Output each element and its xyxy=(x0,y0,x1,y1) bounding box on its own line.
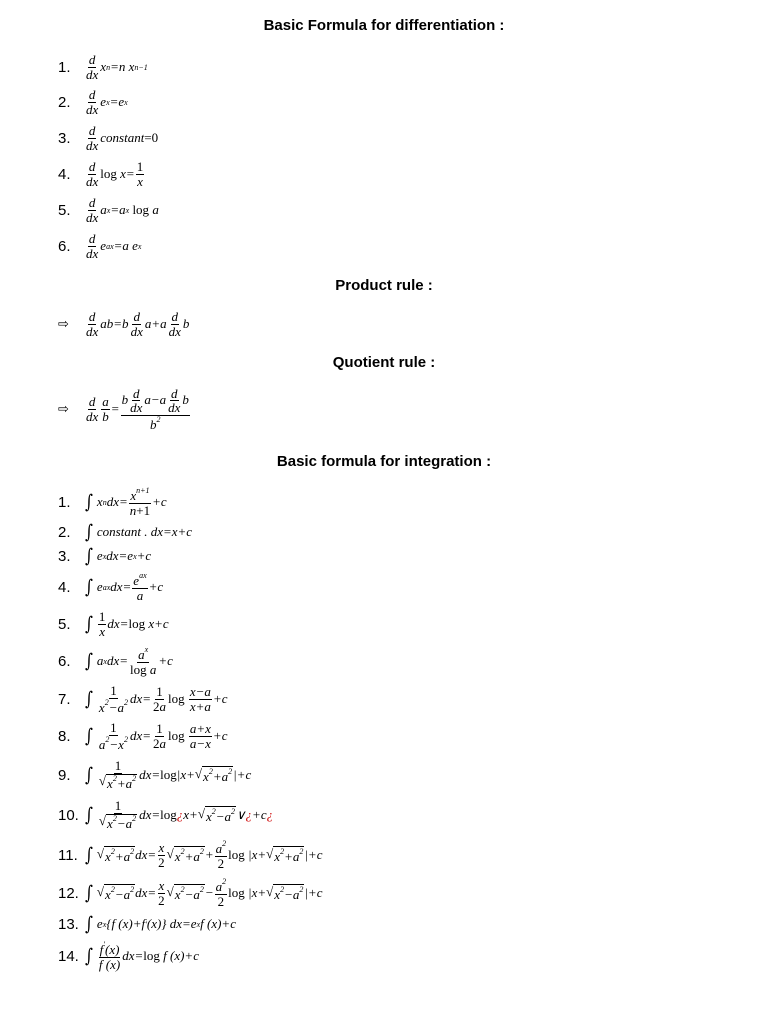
int-formula-7: 7. ∫ $\frac{1}{x^2-a^2}$ dx= $\frac{1}{2a}$ log $\frac{x-a}{x+a}$ +c xyxy=(58,682,228,715)
product-rule-formula: ⇨ $\frac{d}{dx}$ ab=b $\frac{d}{dx}$ a+a $\frac{d}{dx}$ b xyxy=(58,308,190,339)
formula-number: 4. xyxy=(58,165,71,183)
formula-number: 13. xyxy=(58,915,79,933)
formula-number: 10. xyxy=(58,806,79,824)
formula-number: 2. xyxy=(58,523,71,541)
formula-number: 1. xyxy=(58,493,71,511)
int-formula-3: 3. ∫ e x dx=e x +c xyxy=(58,545,152,567)
int-formula-8: 8. ∫ $\frac{1}{a^2-x^2}$ dx= $\frac{1}{2a}$ log $\frac{a+x}{a-x}$ +c xyxy=(58,719,228,752)
int-formula-13: 13. ∫ e x {f (x)+f ′ (x)} dx=e x f (x)+c xyxy=(58,913,236,935)
diff-formula-2: 2. $\frac{d}{dx}$ e x =e x xyxy=(58,86,128,117)
int-formula-5: 5. ∫ $\frac{1}{x}$ dx= log x+c xyxy=(58,608,169,639)
formula-number: 3. xyxy=(58,129,71,147)
formula-number: 4. xyxy=(58,578,71,596)
formula-number: 9. xyxy=(58,766,71,784)
formula-number: 5. xyxy=(58,615,71,633)
product-rule-heading: Product rule : xyxy=(335,277,433,294)
int-formula-12: 12. ∫ √ $x^2-a^2$ dx= $\frac{x}{2}$ √ $x^2-a^2$ − $\frac{a^2}{2}$ log |x+ √ $x^2-a^2$ |+c xyxy=(58,876,323,909)
int-formula-14: 14. ∫ $\frac{f'(x)}{f (x)}$ dx= log f (x)+c xyxy=(58,939,199,972)
arrow-icon: ⇨ xyxy=(58,401,69,417)
int-formula-9: 9. ∫ 1 √ $x^2+a^2$ dx= log |x+ √ $x^2+a^2$ |+c xyxy=(58,758,252,791)
formula-number: 8. xyxy=(58,727,71,745)
formula-number: 2. xyxy=(58,93,71,111)
int-formula-11: 11. ∫ √ $x^2+a^2$ dx= $\frac{x}{2}$ √ $x^2+a^2$ + $\frac{a^2}{2}$ log |x+ √ $x^2+a^2$ |+c xyxy=(58,838,323,871)
quotient-rule-heading: Quotient rule : xyxy=(332,354,436,371)
formula-number: 6. xyxy=(58,652,71,670)
formula-number: 14. xyxy=(58,947,79,965)
int-formula-10: 10. ∫ 1 √ $x^2-a^2$ dx= log ¿ x+ √ $x^2-a^2$ ∨ ¿ +c ¿ xyxy=(58,798,274,831)
int-formula-4: 4. ∫ e ax dx= $\frac{e^{ax}}{a}$ +c xyxy=(58,570,164,603)
quotient-rule-formula: ⇨ $\frac{d}{dx}$ $\frac{a}{b}$ = b $\frac{d}{dx}$ a−a $\frac{d}{dx}$ b $b^2$ xyxy=(58,385,189,432)
formula-number: 5. xyxy=(58,201,71,219)
int-formula-1: 1. ∫ x n dx= $\frac{x^{n+1}}{n+1}$ +c xyxy=(58,485,167,518)
diff-formula-3: 3. $\frac{d}{dx}$ constant =0 xyxy=(58,122,159,153)
formula-number: 3. xyxy=(58,547,71,565)
int-formula-2: 2. ∫ constant . dx=x+c xyxy=(58,521,193,543)
formula-number: 7. xyxy=(58,690,71,708)
differentiation-heading: Basic Formula for differentiation : xyxy=(263,17,505,34)
formula-number: 11. xyxy=(58,846,78,864)
diff-formula-4: 4. $\frac{d}{dx}$ log x= $\frac{1}{x}$ xyxy=(58,158,144,189)
formula-number: 6. xyxy=(58,237,71,255)
diff-formula-5: 5. $\frac{d}{dx}$ a x =a x log a xyxy=(58,194,159,225)
integration-heading: Basic formula for integration : xyxy=(276,453,492,470)
diff-formula-6: 6. $\frac{d}{dx}$ e ax =a e x xyxy=(58,230,142,261)
diff-formula-1: 1. $\frac{d}{dx}$ x n =n x n−1 xyxy=(58,51,148,82)
arrow-icon: ⇨ xyxy=(58,316,69,332)
int-formula-6: 6. ∫ a x dx= $\frac{a^x}{\text{log a}}$ +c xyxy=(58,644,173,677)
formula-number: 12. xyxy=(58,884,79,902)
formula-number: 1. xyxy=(58,58,71,76)
